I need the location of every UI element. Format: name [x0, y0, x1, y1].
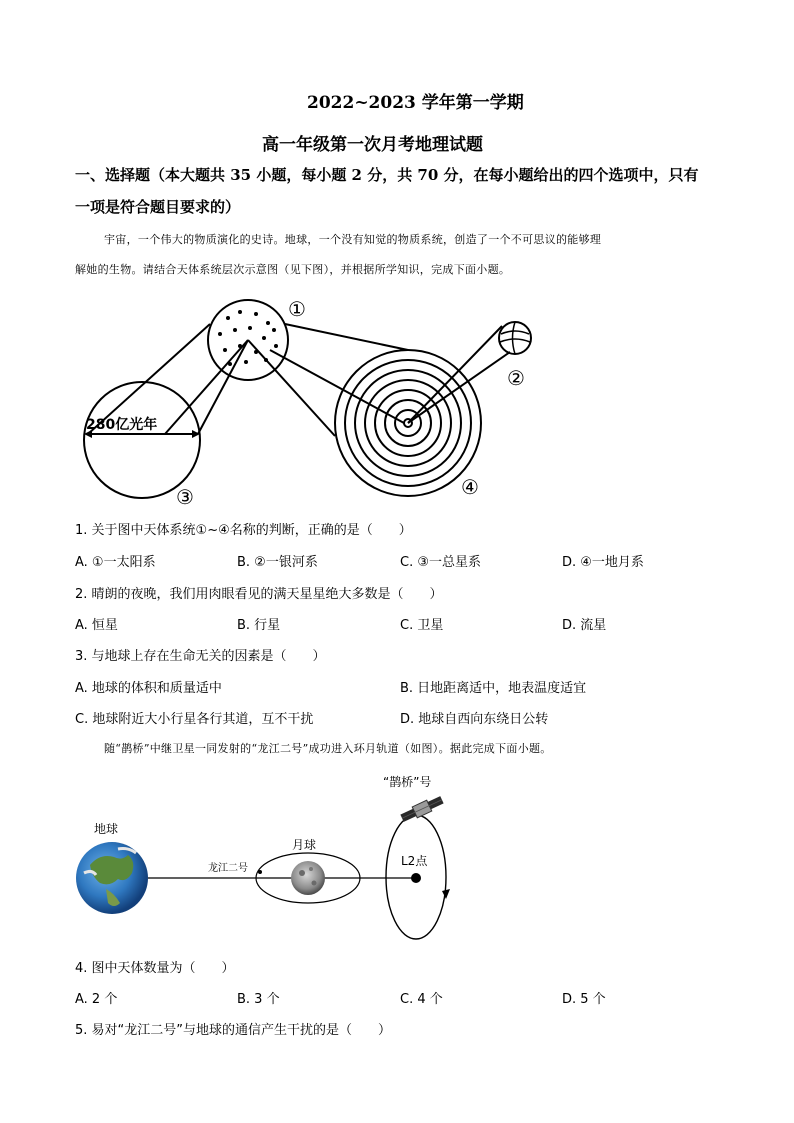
probe-marker	[258, 870, 262, 874]
circle-3	[84, 382, 200, 498]
figure-label-2: ②	[507, 366, 525, 390]
question-3-option-c[interactable]: C. 地球附近大小行星各行其道，互不干扰	[75, 712, 314, 727]
circle-2-sphere	[499, 322, 531, 354]
intro-passage-1-line2: 解她的生物。请结合天体系统层次示意图（见下图），并根据所学知识，完成下面小题。	[75, 263, 511, 276]
exam-title-term: 2022~2023 学年第一学期	[307, 93, 524, 113]
celestial-system-diagram	[70, 290, 550, 512]
question-2-option-c[interactable]: C. 卫星	[400, 618, 444, 633]
orbit-direction-arrow	[442, 889, 450, 899]
question-3-option-a[interactable]: A. 地球的体积和质量适中	[75, 681, 222, 696]
section-heading-line2: 一项是符合题目要求的）	[75, 198, 241, 216]
question-2-option-b[interactable]: B. 行星	[237, 618, 281, 633]
earth-globe	[76, 842, 148, 914]
earth-moon-l2-diagram	[70, 765, 480, 945]
probe-label: 龙江二号	[208, 863, 248, 874]
figure-label-1: ①	[288, 297, 306, 321]
intro-passage-1-line1: 宇宙，一个伟大的物质演化的史诗。地球，一个没有知觉的物质系统，创造了一个不可思议的能够理	[104, 233, 602, 246]
distance-label: 280亿光年	[86, 417, 158, 433]
question-4-option-c[interactable]: C. 4 个	[400, 992, 443, 1007]
question-1-option-c[interactable]: C. ③一总星系	[400, 555, 481, 570]
earth-label: 地球	[94, 822, 119, 836]
moon-label: 月球	[292, 838, 317, 852]
question-4-option-d[interactable]: D. 5 个	[562, 992, 606, 1007]
question-1-option-a[interactable]: A. ①一太阳系	[75, 555, 156, 570]
question-2-option-a[interactable]: A. 恒星	[75, 618, 118, 633]
l2-label: L2点	[401, 854, 428, 868]
question-1-option-b[interactable]: B. ②一银河系	[237, 555, 318, 570]
question-3-stem: 3. 与地球上存在生命无关的因素是（ ）	[75, 649, 326, 664]
question-2-stem: 2. 晴朗的夜晚，我们用肉眼看见的满天星星绝大多数是（ ）	[75, 587, 443, 602]
question-5-stem: 5. 易对“龙江二号”与地球的通信产生干扰的是（ ）	[75, 1023, 392, 1038]
question-3-option-b[interactable]: B. 日地距离适中，地表温度适宜	[400, 681, 587, 696]
intro-passage-2: 随“鹊桥”中继卫星一同发射的“龙江二号”成功进入环月轨道（如图）。据此完成下面小题。	[104, 742, 552, 755]
question-1-stem: 1. 关于图中天体系统①~④名称的判断，正确的是（ ）	[75, 523, 412, 538]
question-4-option-a[interactable]: A. 2 个	[75, 992, 118, 1007]
figure-label-3: ③	[176, 485, 194, 509]
question-1-option-d[interactable]: D. ④一地月系	[562, 555, 644, 570]
moon-globe	[291, 861, 325, 895]
l2-point-dot	[411, 873, 421, 883]
question-2-option-d[interactable]: D. 流星	[562, 618, 607, 633]
circle-1-stars	[218, 310, 278, 366]
question-4-option-b[interactable]: B. 3 个	[237, 992, 280, 1007]
question-3-option-d[interactable]: D. 地球自西向东绕日公转	[400, 712, 549, 727]
section-heading-line1: 一、选择题（本大题共 35 小题，每小题 2 分，共 70 分，在每小题给出的四个选项中，只有	[75, 166, 699, 184]
exam-title: 高一年级第一次月考地理试题	[262, 135, 483, 155]
figure-label-4: ④	[461, 475, 479, 499]
question-4-stem: 4. 图中天体数量为（ ）	[75, 961, 235, 976]
relay-satellite-label: “鹊桥”号	[383, 775, 432, 789]
relay-satellite-icon	[400, 794, 445, 823]
